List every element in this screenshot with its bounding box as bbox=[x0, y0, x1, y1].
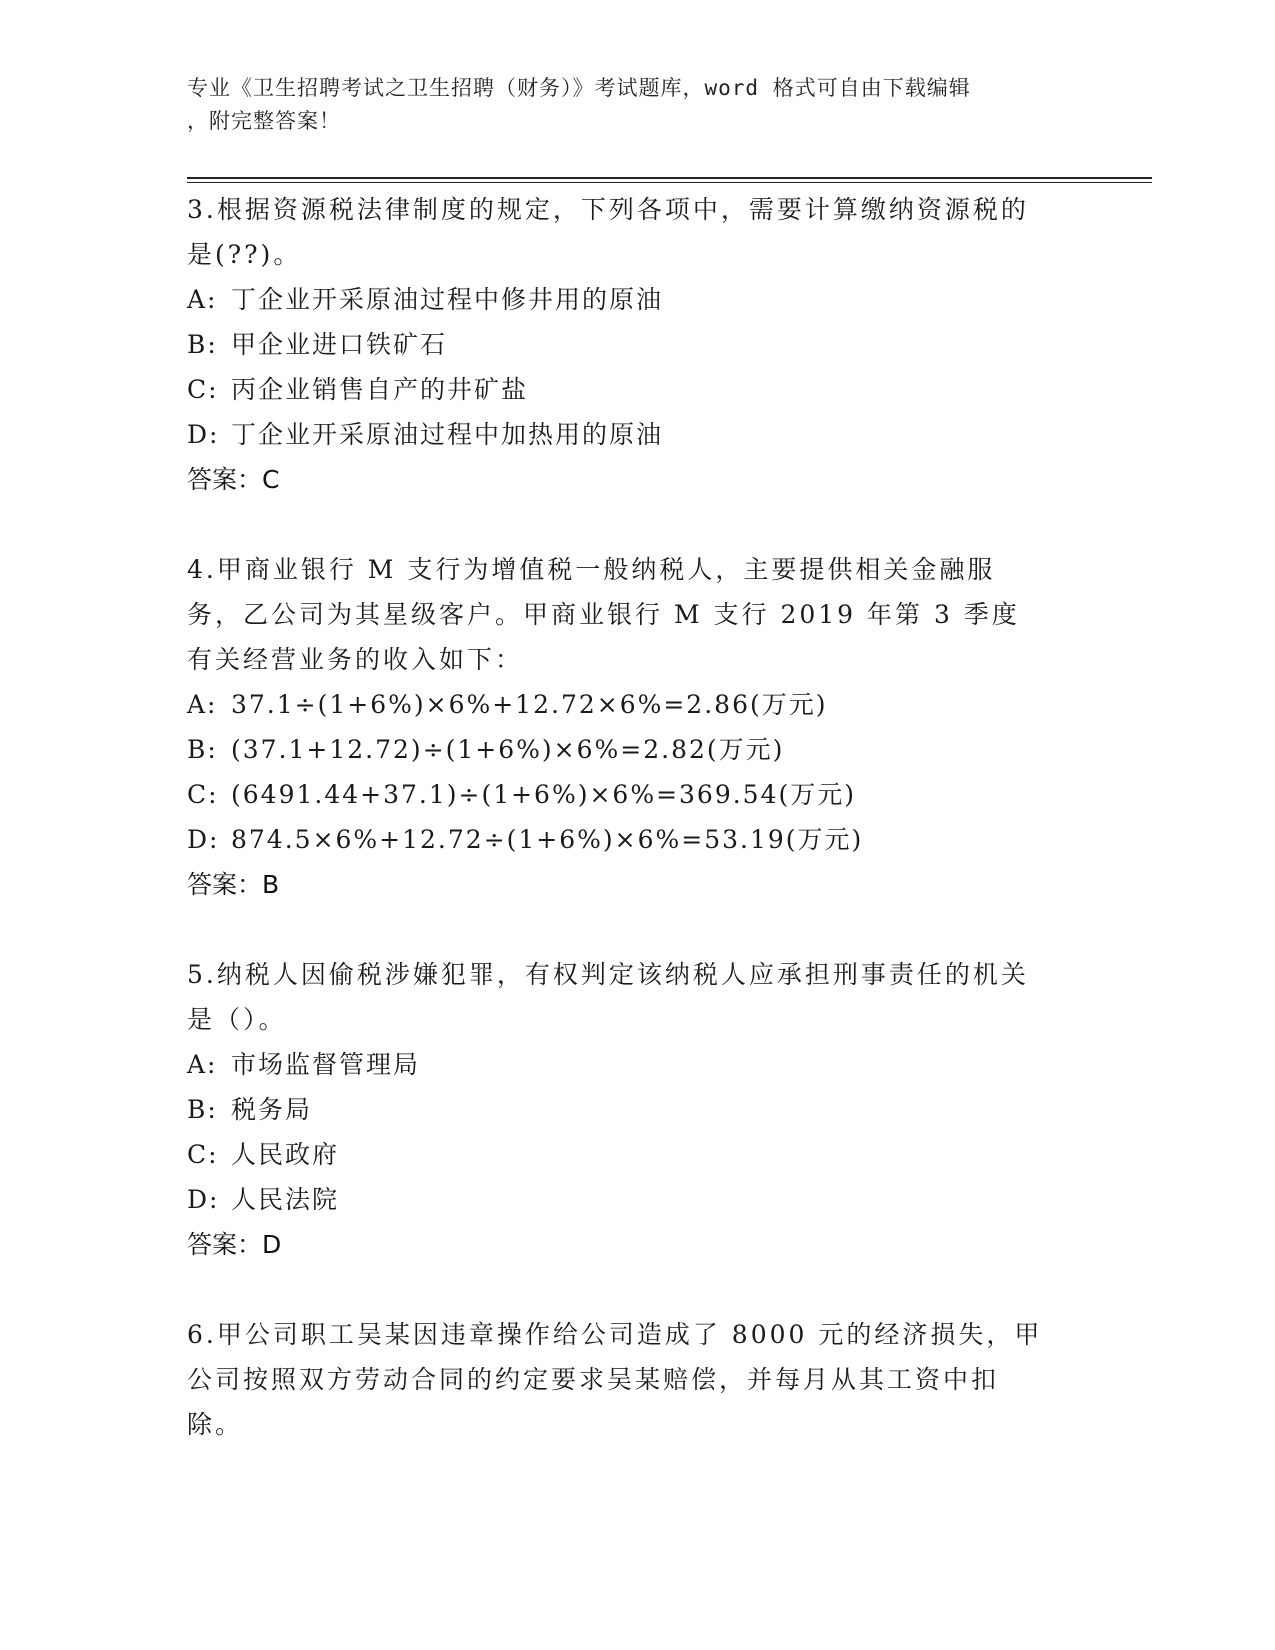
question-3 bbox=[187, 187, 1087, 502]
option-d bbox=[187, 1177, 1087, 1222]
option-label: A: bbox=[187, 1050, 218, 1079]
option-b bbox=[187, 727, 1087, 772]
option-label: B: bbox=[187, 330, 218, 359]
answer-line: 答案：D bbox=[187, 1230, 282, 1259]
option-label: C: bbox=[187, 1140, 219, 1169]
option-c bbox=[187, 772, 1087, 817]
option-text: 37.1÷(1+6%)×6%+12.72×6%=2.86(万元) bbox=[231, 690, 828, 719]
option-c bbox=[187, 1132, 1087, 1177]
option-text: 甲企业进口铁矿石 bbox=[231, 330, 448, 359]
option-c bbox=[187, 367, 1087, 412]
option-label: B: bbox=[187, 1095, 218, 1124]
header-line-1: 专业《卫生招聘考试之卫生招聘（财务）》考试题库，word 格式可自由下载编辑 bbox=[187, 76, 971, 100]
option-text: 市场监督管理局 bbox=[231, 1050, 421, 1079]
option-text: 丁企业开采原油过程中加热用的原油 bbox=[231, 420, 664, 449]
header-divider-thin bbox=[187, 182, 1152, 183]
option-text: 丙企业销售自产的井矿盐 bbox=[231, 375, 529, 404]
option-a bbox=[187, 682, 1087, 727]
option-label: A: bbox=[187, 690, 218, 719]
option-a bbox=[187, 277, 1087, 322]
option-text: 人民法院 bbox=[231, 1185, 340, 1214]
document-header bbox=[187, 72, 1067, 138]
option-label: C: bbox=[187, 375, 219, 404]
option-text: 丁企业开采原油过程中修井用的原油 bbox=[231, 285, 664, 314]
question-stem: 6.甲公司职工吴某因违章操作给公司造成了 8000 元的经济损失，甲公司按照双方劳动合同的约定要求吴某赔偿，并每月从其工资中扣除。 bbox=[187, 1320, 1043, 1439]
option-label: D: bbox=[187, 1185, 220, 1214]
question-list bbox=[187, 187, 1087, 1492]
header-divider-thick bbox=[187, 177, 1152, 179]
option-b bbox=[187, 1087, 1087, 1132]
question-stem: 3.根据资源税法律制度的规定，下列各项中，需要计算缴纳资源税的是(??)。 bbox=[187, 195, 1029, 269]
question-4 bbox=[187, 547, 1087, 907]
option-text: 税务局 bbox=[231, 1095, 313, 1124]
option-text: 874.5×6%+12.72÷(1+6%)×6%=53.19(万元) bbox=[231, 825, 864, 854]
answer-line: 答案：B bbox=[187, 870, 280, 899]
option-d bbox=[187, 412, 1087, 457]
option-b bbox=[187, 322, 1087, 367]
question-stem: 4.甲商业银行 M 支行为增值税一般纳税人，主要提供相关金融服务，乙公司为其星级客户。甲商业银行 M 支行 2019 年第 3 季度有关经营业务的收入如下： bbox=[187, 555, 1020, 674]
question-6 bbox=[187, 1312, 1087, 1447]
option-a bbox=[187, 1042, 1087, 1087]
option-text: (6491.44+37.1)÷(1+6%)×6%=369.54(万元) bbox=[231, 780, 857, 809]
option-text: (37.1+12.72)÷(1+6%)×6%=2.82(万元) bbox=[231, 735, 785, 764]
option-label: A: bbox=[187, 285, 218, 314]
option-label: B: bbox=[187, 735, 218, 764]
option-label: D: bbox=[187, 420, 220, 449]
question-stem: 5.纳税人因偷税涉嫌犯罪，有权判定该纳税人应承担刑事责任的机关是（）。 bbox=[187, 960, 1029, 1034]
option-text: 人民政府 bbox=[231, 1140, 340, 1169]
option-d bbox=[187, 817, 1087, 862]
answer-line: 答案：C bbox=[187, 465, 280, 494]
question-5 bbox=[187, 952, 1087, 1267]
option-label: C: bbox=[187, 780, 219, 809]
header-line-2: ，附完整答案！ bbox=[187, 109, 341, 133]
option-label: D: bbox=[187, 825, 220, 854]
